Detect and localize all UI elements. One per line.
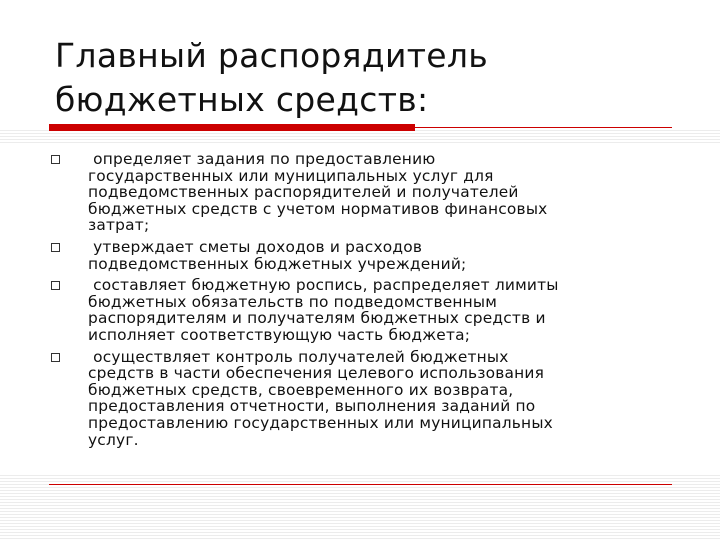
bottom-divider bbox=[49, 484, 672, 485]
title-underline-accent bbox=[49, 124, 415, 131]
slide-title bbox=[55, 34, 675, 122]
hollow-square-bullet-icon bbox=[51, 155, 60, 164]
bullet-text: утверждает сметы доходов и расходов подведомственных бюджетных учреждений; bbox=[88, 237, 467, 273]
bullet-text: составляет бюджетную роспись, распределяет лимиты бюджетных обязательств по подведомственным распорядителям и получателям бюджетных средств и исполняет соответствующую часть бюджета; bbox=[88, 276, 559, 344]
hollow-square-bullet-icon bbox=[51, 353, 60, 362]
bullet-text: определяет задания по предоставлению государственных или муниципальных услуг для подведомственных распорядителей и получателей бюджетных средств с учетом нормативов финансовых затрат; bbox=[88, 150, 548, 235]
hollow-square-bullet-icon bbox=[51, 281, 60, 290]
bullet-text: осуществляет контроль получателей бюджетных средств в части обеспечения целевого использования бюджетных средств, своевременного их возврата, предоставления отчетности, выполнения заданий по предоставлению государственных или муниципальных услуг. bbox=[88, 347, 553, 449]
bullet-list bbox=[50, 145, 660, 448]
bullet-item bbox=[50, 277, 660, 343]
hollow-square-bullet-icon bbox=[51, 243, 60, 252]
bullet-item bbox=[50, 151, 660, 234]
bullet-item bbox=[50, 239, 660, 272]
title-underline-thin bbox=[415, 127, 672, 128]
content-area bbox=[0, 145, 720, 475]
bullet-item bbox=[50, 349, 660, 449]
slide-title-line-2: бюджетных средств: bbox=[55, 80, 429, 119]
slide-title-line-1: Главный распорядитель bbox=[55, 36, 488, 75]
